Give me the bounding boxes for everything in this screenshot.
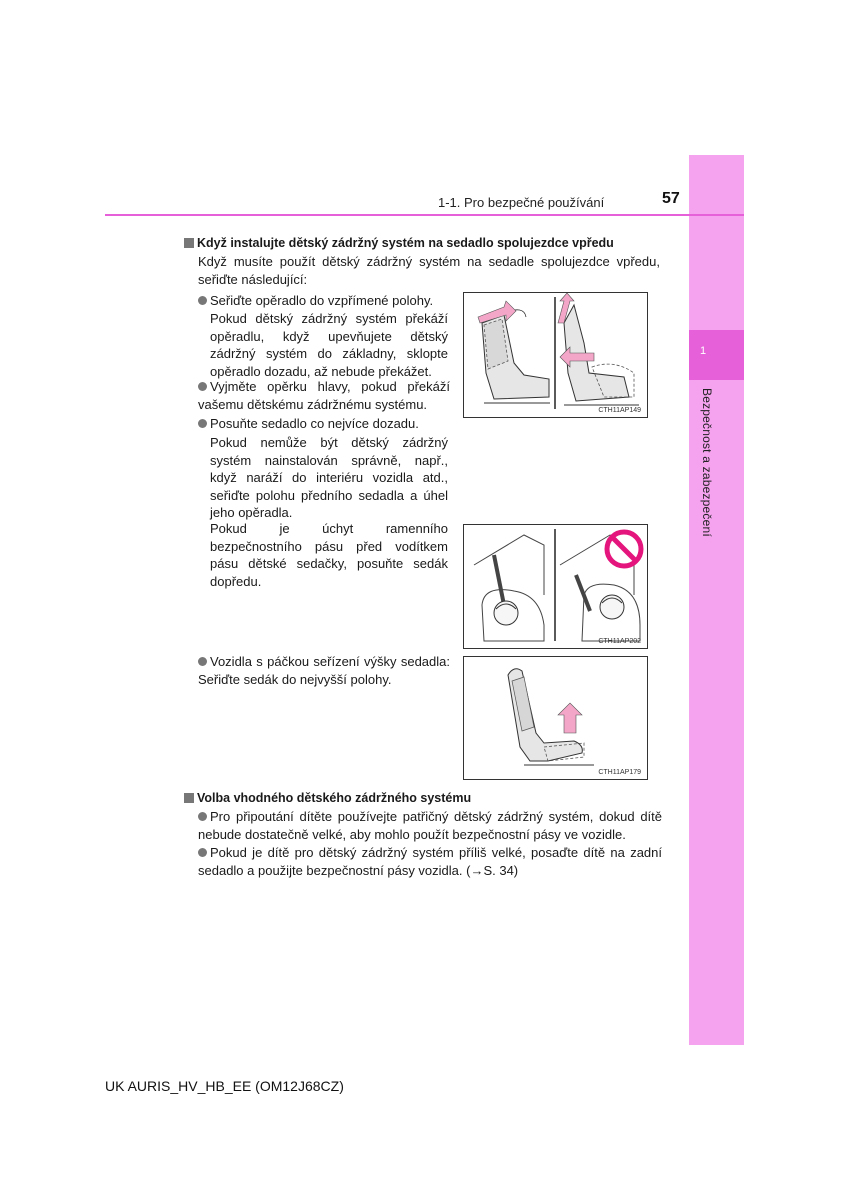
chapter-tab-active[interactable] xyxy=(689,330,744,380)
seat-backrest-illustration xyxy=(464,293,647,417)
bullet-item xyxy=(198,415,460,433)
section-heading xyxy=(184,235,664,252)
square-bullet-icon xyxy=(184,793,194,803)
bullet-text: Vyjměte opěrku hlavy, pokud překáží vašemu dětskému zádržnému systému. xyxy=(198,379,450,412)
chapter-label: Bezpečnost a zabezpečení xyxy=(700,388,714,537)
chapter-side-tab xyxy=(689,155,744,1045)
chapter-number: 1 xyxy=(700,345,707,357)
bullet-item xyxy=(198,378,450,413)
bullet-item xyxy=(198,292,460,310)
bullet-dot-icon xyxy=(198,657,207,666)
figure-caption: CTH11AP179 xyxy=(598,769,641,776)
seat-backrest-figure xyxy=(463,292,648,418)
square-bullet-icon xyxy=(184,238,194,248)
bullet-item xyxy=(198,653,450,688)
section-heading-text: Volba vhodného dětského zádržného systému xyxy=(197,791,472,805)
bullet-dot-icon xyxy=(198,382,207,391)
bullet-detail: Pokud nemůže být dětský zádržný systém nainstalován správně, např., když naráží do interiéru vozidla atd., seřiďte polohu předního sedadla a úhel jeho opěradla. xyxy=(210,435,448,520)
header-rule xyxy=(105,214,744,216)
bullet-dot-icon xyxy=(198,848,207,857)
section-heading xyxy=(184,790,664,807)
bullet-dot-icon xyxy=(198,419,207,428)
bullet-item xyxy=(198,844,662,879)
figure-caption: CTH11AP202 xyxy=(598,638,641,645)
bullet-text: Vozidla s páčkou seřízení výšky sedadla: Seřiďte sedák do nejvyšší polohy. xyxy=(198,654,450,687)
bullet-dot-icon xyxy=(198,812,207,821)
bullet-text: Posuňte sedadlo co nejvíce dozadu. xyxy=(210,416,419,431)
bullet-detail: Pokud je úchyt ramenního bezpečnostního pásu před vodítkem pásu dětské sedačky, posuňte sedák dopředu. xyxy=(210,521,448,589)
bullet-text: Pokud je dítě pro dětský zádržný systém příliš velké, posaďte dítě na zadní sedadlo a použijte bezpečnostní pásy vozidla. (→S. 34) xyxy=(198,845,662,878)
section-heading-text: Když instalujte dětský zádržný systém na sedadlo spolujezdce vpředu xyxy=(197,236,614,250)
bullet-text: Seřiďte opěradlo do vzpřímené polohy. xyxy=(210,293,434,308)
section-title: 1-1. Pro bezpečné používání xyxy=(438,195,605,210)
bullet-dot-icon xyxy=(198,296,207,305)
intro-paragraph: Když musíte použít dětský zádržný systém na sedadle spolujezdce vpředu, seřiďte následující: xyxy=(198,254,660,287)
seatbelt-illustration xyxy=(464,525,647,648)
page-number: 57 xyxy=(662,190,680,207)
seatbelt-position-figure xyxy=(463,524,648,649)
bullet-item xyxy=(198,808,662,843)
bullet-detail: Pokud dětský zádržný systém překáží opěradlu, když upevňujete dětský zádržný systém do základny, sklopte opěradlo dozadu, až nebude překážet. xyxy=(210,311,448,379)
seat-height-figure xyxy=(463,656,648,780)
figure-caption: CTH11AP149 xyxy=(598,407,641,414)
seat-height-illustration xyxy=(464,657,647,779)
bullet-text: Pro připoutání dítěte používejte patřičný dětský zádržný systém, dokud dítě nebude dostatečně velké, aby mohlo použít bezpečnostní pásy ve vozidle. xyxy=(198,809,662,842)
document-code: UK AURIS_HV_HB_EE (OM12J68CZ) xyxy=(105,1078,344,1094)
